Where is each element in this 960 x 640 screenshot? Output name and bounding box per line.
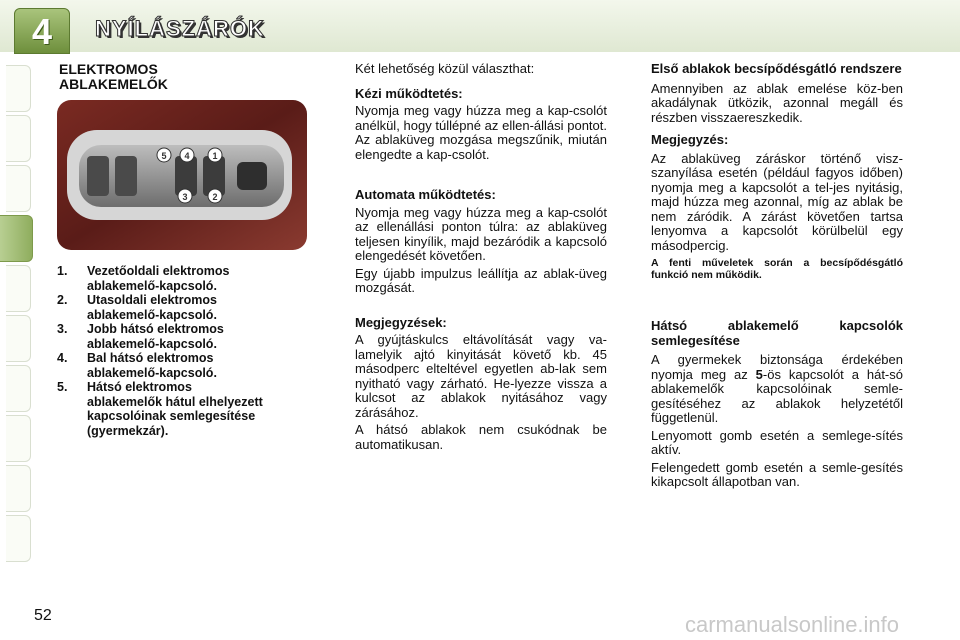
svg-text:1: 1 [212, 151, 218, 161]
antipinch-text: Amennyiben az ablak emelése köz-ben akadálynak ütközik, azonnal megáll és részben visszaereszkedik. [651, 80, 903, 125]
callout-1 [208, 148, 222, 162]
svg-text:3: 3 [182, 192, 188, 202]
rear-heading: Hátsó ablakemelő kapcsolók semlegesítése [651, 318, 903, 348]
list-item: 5. Hátsó elektromos ablakemelők hátul elhelyezett kapcsolóinak semlegesítése (gyermekzár). [57, 380, 263, 438]
chapter-tab[interactable] [6, 515, 31, 562]
chapter-badge [14, 8, 70, 54]
list-item: 2. Utasoldali elektromos ablakemelő-kapcsoló. [57, 293, 217, 322]
notes-text: A gyújtáskulcs eltávolítását vagy va-lamelyik ajtó kinyitását követő kb. 45 másodperc elteltével egyetlen ab-lak sem nyitható vagy zárható. He-lyezze vissza a kulcsot az ablakok nyitásához vagy zárásához. [355, 332, 607, 420]
intro-text: Két lehetőség közül választhat: [355, 61, 535, 76]
released-text: Felengedett gomb esetén a semle-gesítés kikapcsolt állapotban van. [651, 459, 903, 489]
svg-text:2: 2 [212, 192, 218, 202]
note-text: Az ablaküveg záráskor történő visz-szanyílása esetén (például fagyos időben) nyomja meg a kapcsolót a tel-jes nyitásig, majd húzza meg azonnal, míg az ablak be nem záródik. A zárást követően tartsa lenyomva a kapcsolót körülbelül egy másodpercig. [651, 150, 903, 253]
chapter-number: 4 [31, 11, 53, 52]
chapter-title: NYÍLÁSZÁRÓK [95, 16, 265, 41]
antipinch-heading: Első ablakok becsípődésgátló rendszere [651, 61, 902, 76]
chapter-tab[interactable] [6, 365, 31, 412]
svg-text:4: 4 [184, 151, 190, 161]
svg-text:5: 5 [161, 151, 167, 161]
watermark: carmanualsonline.info [685, 612, 900, 637]
callout-4 [180, 148, 194, 162]
notes-heading: Megjegyzések: [355, 314, 447, 330]
chapter-tab[interactable] [6, 315, 31, 362]
rear-text: A gyermekek biztonsága érdekében nyomja meg az 5-ös kapcsolót a hát-só ablakemelők kapcsolóinak semle-gesítéséhez az ablakok helyzetétől függetlenül. [651, 352, 903, 425]
pressed-text: Lenyomott gomb esetén a semlege-sítés aktív. [651, 427, 903, 457]
list-item: 3. Jobb hátsó elektromos ablakemelő-kapcsoló. [57, 322, 224, 351]
list-item: 1. Vezetőoldali elektromos ablakemelő-kapcsoló. [57, 264, 230, 293]
chapter-tab[interactable] [6, 165, 31, 212]
page-number: 52 [34, 607, 52, 624]
column-middle [355, 62, 607, 452]
chapter-tab[interactable] [6, 415, 31, 462]
auto-text-2: Egy újabb impulzus leállítja az ablak-üveg mozgását. [355, 265, 607, 295]
auto-text: Nyomja meg vagy húzza meg a kap-csolót az ellenállási ponton túlra: az ablaküveg teljesen kinyílik, majd bezáródik a kapcsoló elengedését követően. [355, 204, 607, 263]
manual-heading: Kézi működtetés: [355, 85, 463, 101]
column-right [651, 62, 903, 490]
callout-2 [208, 189, 222, 203]
manual-text: Nyomja meg vagy húzza meg a kap-csolót anélkül, hogy túllépné az ellen-állási pontot. Az ablaküveg mozgása megszűnik, miután elengedte a kap-csolót. [355, 103, 607, 162]
chapter-tab-strip [0, 60, 32, 575]
chapter-tab[interactable] [6, 115, 31, 162]
chapter-tab[interactable] [6, 265, 31, 312]
auto-heading: Automata működtetés: [355, 187, 496, 202]
window-switch-photo [57, 100, 307, 250]
chapter-tab-active[interactable] [0, 215, 33, 262]
chapter-tab[interactable] [6, 65, 31, 112]
section-title: ELEKTROMOS ABLAKEMELŐK [59, 61, 168, 92]
list-item: 4. Bal hátsó elektromos ablakemelő-kapcsoló. [57, 351, 217, 380]
switch-list [57, 264, 322, 438]
callout-3 [178, 189, 192, 203]
note-heading: Megjegyzés: [651, 132, 729, 147]
chapter-tab[interactable] [6, 465, 31, 512]
warning-text: A fenti műveletek során a becsípődésgátló funkció nem működik. [651, 257, 903, 281]
callout-5 [157, 148, 171, 162]
notes-text-2: A hátsó ablakok nem csukódnak be automatikusan. [355, 422, 607, 452]
